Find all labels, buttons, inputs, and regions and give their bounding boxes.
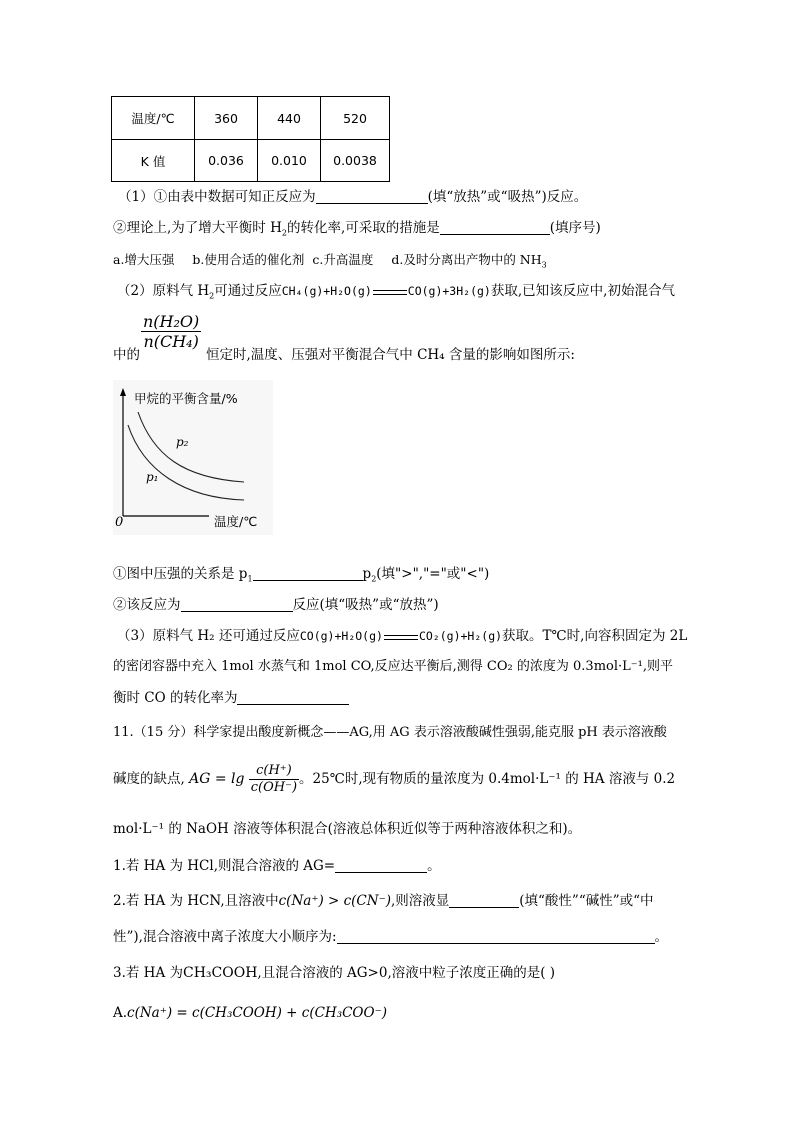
methane-content-graph (113, 380, 273, 535)
answer-blank[interactable] (316, 189, 428, 204)
q2-text: 恒定时,温度、压强对平衡混合气中 CH₄ 含量的影响如图所示: (206, 347, 575, 363)
q2-text: 获取,已知该反应中,初始混合气 (490, 283, 675, 299)
q3-text: （3）原料气 H₂ 还可通过反应 (117, 628, 300, 644)
concentration-expression: c(Na⁺) > c(CN⁻) (278, 893, 391, 909)
q1-text: (填序号) (549, 220, 601, 236)
table-cell: 440 (258, 97, 321, 140)
q2-text: ①图中压强的关系是 p (113, 566, 248, 582)
q2-sub-2 (113, 596, 439, 614)
table-cell: 360 (195, 97, 258, 140)
q11-text: 2.若 HA 为 HCN,且溶液中 (113, 893, 279, 909)
q11-sub-3 (113, 964, 555, 982)
q1-line-2 (113, 219, 601, 237)
fraction-numerator: n(H₂O) (143, 312, 200, 331)
q11-text: 碱度的缺点, (113, 771, 185, 787)
q3-text: 衡时 CO 的转化率为 (113, 690, 238, 706)
table-row (112, 97, 390, 140)
q3-line-2: 的密闭容器中充入 1mol 水蒸气和 1mol CO,反应达平衡后,测得 CO₂ 的浓度为 0.3mol·L⁻¹,则平 (113, 659, 673, 674)
ag-fraction (249, 763, 299, 796)
q2-line-2 (113, 346, 575, 364)
option-c: c.升高温度 (312, 252, 374, 267)
fraction-denominator: n(CH₄) (141, 331, 201, 351)
q3-line-3 (113, 689, 349, 707)
q3-text: 获取。T℃时,向容积固定为 2L (502, 628, 688, 644)
q2-text: 中的 (113, 347, 140, 363)
equilibrium-arrow-icon (384, 632, 418, 642)
origin-label: 0 (115, 515, 124, 530)
q1-text: 的转化率,可采取的措施是 (286, 220, 440, 236)
q1-options (113, 251, 547, 269)
equilibrium-arrow-icon (373, 287, 407, 297)
ag-formula: AG = lg (189, 771, 245, 787)
fraction-denominator: c(OH⁻) (250, 780, 298, 795)
q1-line-1 (118, 188, 587, 206)
q2-sub-1 (113, 565, 489, 583)
table-header-cell: K 值 (112, 140, 195, 182)
q11-text: 1.若 HA 为 HCl,则混合溶液的 AG= (113, 858, 336, 874)
q2-text: p (362, 566, 372, 582)
answer-blank[interactable] (253, 566, 363, 581)
q11-text: (填“酸性”“碱性”或“中 (519, 893, 654, 909)
subscript: 2 (281, 228, 287, 238)
table-cell: 520 (321, 97, 390, 140)
q11-sub-2b (113, 928, 668, 946)
q3-line-1 (117, 627, 687, 645)
answer-blank[interactable] (335, 858, 427, 873)
q2-line-1 (117, 282, 675, 300)
option-a: a.增大压强 (113, 252, 175, 267)
q11-sub-1 (113, 857, 441, 875)
q11-text: 。25℃时,现有物质的量浓度为 0.4mol·L⁻¹ 的 HA 溶液与 0.2 (299, 771, 676, 787)
x-axis-label: 温度/℃ (214, 514, 258, 529)
answer-blank[interactable] (449, 893, 519, 908)
reaction-reactants: CO(g)+H₂O(g) (299, 629, 383, 643)
q1-text: ②理论上,为了增大平衡时 H (113, 220, 282, 236)
subscript: 3 (541, 260, 547, 270)
q11-line-2 (113, 758, 675, 800)
q11-text: ,则溶液显 (390, 893, 450, 909)
q11-option-a (113, 1004, 387, 1022)
curve-label-p1: p₁ (146, 470, 159, 484)
answer-blank[interactable] (237, 690, 349, 705)
acetic-acid-formula: CH₃COOH (183, 965, 258, 981)
table-cell: 0.010 (258, 140, 321, 182)
y-axis-label: 甲烷的平衡含量/% (134, 391, 238, 406)
q11-text: 性”),混合溶液中离子浓度大小顺序为: (113, 929, 337, 945)
q2-text: (填">","="或"<") (376, 566, 490, 582)
q11-text: 。 (427, 858, 441, 874)
q11-line-3: mol·L⁻¹ 的 NaOH 溶液等体积混合(溶液总体积近似等于两种溶液体积之和)。 (113, 821, 582, 837)
subscript: 2 (371, 574, 377, 584)
q2-text: 反应(填“吸热”或“放热”) (292, 597, 439, 613)
table-cell: 0.036 (195, 140, 258, 182)
answer-blank[interactable] (440, 220, 550, 235)
subscript: 1 (247, 574, 253, 584)
subscript: 2 (209, 291, 215, 301)
reaction-products: CO(g)+3H₂(g) (407, 284, 491, 298)
q1-text: (填“放热”或“吸热”)反应。 (427, 189, 588, 205)
curve-label-p2: p₂ (176, 435, 189, 449)
table-row (112, 140, 390, 182)
reaction-products: CO₂(g)+H₂(g) (418, 629, 503, 643)
option-b: b.使用合适的催化剂 (192, 252, 305, 267)
q1-text: （1）①由表中数据可知正反应为 (118, 189, 316, 205)
answer-blank[interactable] (337, 929, 655, 944)
equilibrium-constant-table (111, 96, 390, 182)
table-header-cell: 温度/℃ (112, 97, 195, 140)
reaction-reactants: CH₄(g)+H₂O(g) (281, 284, 372, 298)
option-d: d.及时分离出产物中的 NH (391, 252, 542, 267)
option-label: A. (113, 1005, 128, 1021)
q11-sub-2 (113, 892, 654, 910)
q11-line-1: 11.（15 分）科学家提出酸度新概念——AG,用 AG 表示溶液酸碱性强弱,能克服 pH 表示溶液酸 (113, 725, 667, 740)
q2-text: 可通过反应 (214, 283, 282, 299)
answer-blank[interactable] (181, 597, 293, 612)
fraction-numerator: c(H⁺) (256, 763, 292, 778)
q11-text: 。 (654, 929, 669, 945)
table-cell: 0.0038 (321, 140, 390, 182)
q11-text: 3.若 HA 为 (113, 965, 183, 981)
option-a-expression: c(Na⁺) = c(CH₃COOH) + c(CH₃COO⁻) (127, 1005, 387, 1021)
q2-text: ②该反应为 (113, 597, 181, 613)
q2-text: （2）原料气 H (117, 283, 210, 299)
q11-text: ,且混合溶液的 AG>0,溶液中粒子浓度正确的是( ) (257, 965, 556, 981)
